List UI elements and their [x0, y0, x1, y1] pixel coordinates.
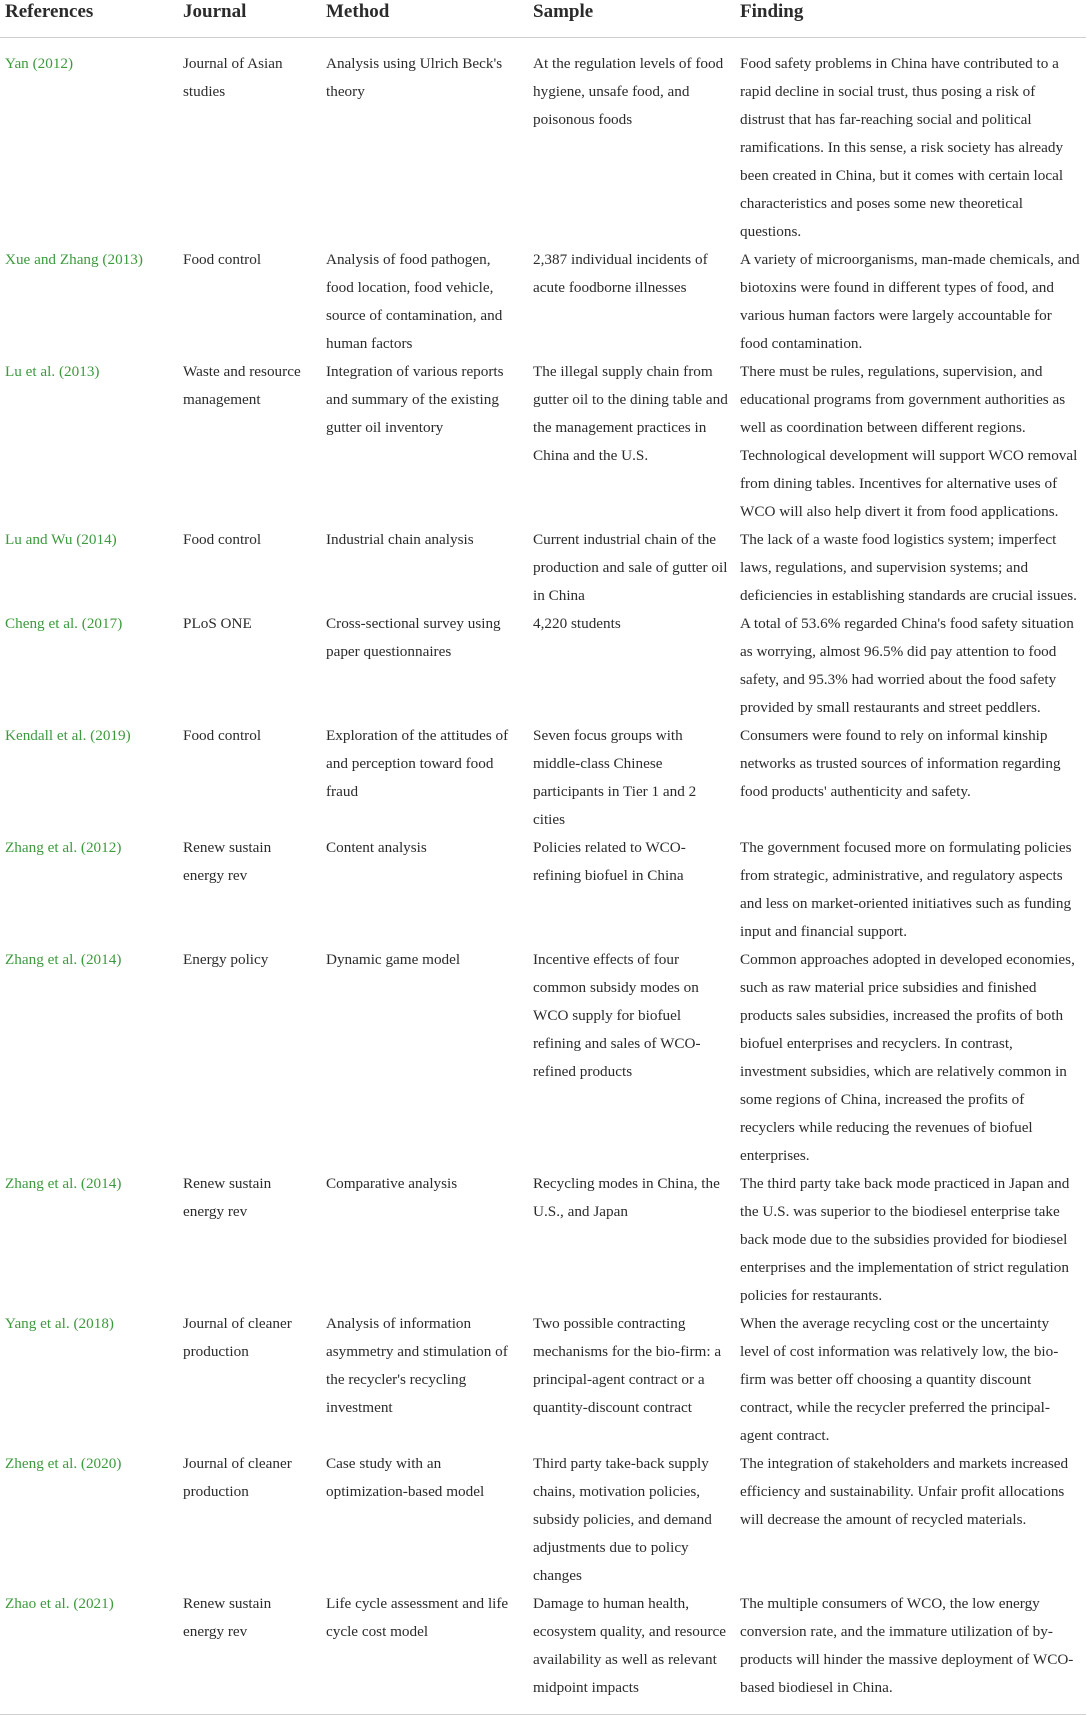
table-row	[0, 1170, 1086, 1310]
journal-cell: Renew sustain energy rev	[183, 1175, 272, 1220]
reference-link[interactable]: Yan (2012)	[5, 55, 74, 72]
journal-cell: Journal of cleaner production	[183, 1315, 292, 1360]
reference-link[interactable]: Xue and Zhang (2013)	[5, 251, 143, 268]
journal-cell: Food control	[183, 251, 262, 268]
table-row	[0, 946, 1086, 1170]
sample-cell: The illegal supply chain from gutter oil to the dining table and the management practices in China and the U.S.	[533, 363, 728, 464]
sample-cell: Recycling modes in China, the U.S., and Japan	[533, 1175, 720, 1220]
method-cell: Case study with an optimization-based model	[326, 1455, 485, 1500]
table-header-row	[0, 0, 1086, 38]
sample-cell: Damage to human health, ecosystem quality, and resource availability as well as relevant midpoint impacts	[528, 1590, 735, 1715]
journal-cell: Waste and resource management	[183, 363, 301, 408]
sample-cell: 2,387 individual incidents of acute foodborne illnesses	[533, 251, 708, 296]
table-row	[0, 526, 1086, 610]
table-row	[0, 834, 1086, 946]
journal-cell: Journal of Asian studies	[183, 55, 283, 100]
method-cell: Cross-sectional survey using paper questionnaires	[326, 615, 501, 660]
finding-cell: The multiple consumers of WCO, the low energy conversion rate, and the immature utilization of by-products will hinder the massive deployment of WCO-based biodiesel in China.	[735, 1590, 1086, 1715]
table-row	[0, 1590, 1086, 1715]
journal-cell: Renew sustain energy rev	[178, 1590, 321, 1715]
finding-cell: Consumers were found to rely on informal kinship networks as trusted sources of information regarding food products' authenticity and safety.	[740, 727, 1061, 800]
finding-cell: The lack of a waste food logistics system; imperfect laws, regulations, and supervision systems; and deficiencies in establishing standards are crucial issues.	[740, 531, 1077, 604]
journal-cell: PLoS ONE	[183, 615, 252, 632]
journal-cell: Food control	[183, 727, 262, 744]
finding-cell: A total of 53.6% regarded China's food safety situation as worrying, almost 96.5% did pay attention to food safety, and 95.3% had worried about the food safety provided by small restaurants and street peddlers.	[740, 615, 1074, 716]
method-cell: Analysis using Ulrich Beck's theory	[326, 55, 503, 100]
method-cell: Exploration of the attitudes of and perception toward food fraud	[326, 727, 509, 800]
journal-cell: Food control	[183, 531, 262, 548]
journal-cell: Renew sustain energy rev	[183, 839, 272, 884]
table-row	[0, 722, 1086, 834]
method-cell: Life cycle assessment and life cycle cost model	[321, 1590, 528, 1715]
table-row	[0, 358, 1086, 526]
table-row	[0, 246, 1086, 358]
header-sample: Sample	[528, 0, 735, 38]
reference-link[interactable]: Cheng et al. (2017)	[5, 615, 123, 632]
journal-cell: Energy policy	[183, 951, 269, 968]
table-row	[0, 1310, 1086, 1450]
finding-cell: Common approaches adopted in developed economies, such as raw material price subsidies and finished products sales subsidies, increased the profits of both biofuel enterprises and recyclers. In contrast, investment subsidies, which are relatively common in some regions of China, increased the profits of recyclers while reducing the revenues of biofuel enterprises.	[740, 951, 1075, 1164]
finding-cell: There must be rules, regulations, supervision, and educational programs from government authorities as well as coordination between different regions. Technological development will support WCO removal from dining tables. Incentives for alternative uses of WCO will also help divert it from food applications.	[740, 363, 1078, 520]
table-row	[0, 38, 1086, 247]
header-finding: Finding	[735, 0, 1086, 38]
table-row	[0, 1450, 1086, 1590]
reference-link[interactable]: Zhang et al. (2012)	[5, 839, 122, 856]
sample-cell: Two possible contracting mechanisms for the bio-firm: a principal-agent contract or a quantity-discount contract	[533, 1315, 722, 1416]
finding-cell: When the average recycling cost or the uncertainty level of cost information was relatively low, the bio-firm was better off choosing a quantity discount contract, while the recycler preferred the principal-agent contract.	[740, 1315, 1059, 1444]
method-cell: Dynamic game model	[326, 951, 461, 968]
method-cell: Analysis of information asymmetry and stimulation of the recycler's recycling investment	[326, 1315, 508, 1416]
header-journal: Journal	[178, 0, 321, 38]
reference-link[interactable]: Yang et al. (2018)	[5, 1315, 114, 1332]
method-cell: Industrial chain analysis	[326, 531, 474, 548]
finding-cell: The government focused more on formulating policies from strategic, administrative, and regulatory aspects and less on market-oriented initiatives such as funding input and financial support.	[740, 839, 1072, 940]
method-cell: Integration of various reports and summary of the existing gutter oil inventory	[326, 363, 504, 436]
reference-link[interactable]: Zhang et al. (2014)	[5, 951, 122, 968]
header-method: Method	[321, 0, 528, 38]
sample-cell: 4,220 students	[533, 615, 621, 632]
finding-cell: The third party take back mode practiced in Japan and the U.S. was superior to the biodiesel enterprise take back mode due to the subsidies provided for biodiesel enterprises and the implementation of strict regulation policies for restaurants.	[740, 1175, 1070, 1304]
header-references: References	[0, 0, 178, 38]
reference-link[interactable]: Lu et al. (2013)	[5, 363, 100, 380]
reference-link[interactable]: Zheng et al. (2020)	[5, 1455, 122, 1472]
table-row	[0, 610, 1086, 722]
sample-cell: At the regulation levels of food hygiene, unsafe food, and poisonous foods	[533, 55, 724, 128]
finding-cell: A variety of microorganisms, man-made chemicals, and biotoxins were found in different types of food, and various human factors were largely accountable for food contamination.	[740, 251, 1080, 352]
method-cell: Analysis of food pathogen, food location, food vehicle, source of contamination, and human factors	[326, 251, 503, 352]
sample-cell: Third party take-back supply chains, motivation policies, subsidy policies, and demand adjustments due to policy changes	[533, 1455, 712, 1584]
sample-cell: Current industrial chain of the production and sale of gutter oil in China	[533, 531, 728, 604]
reference-link[interactable]: Zhang et al. (2014)	[5, 1175, 122, 1192]
reference-link[interactable]: Zhao et al. (2021)	[0, 1590, 178, 1715]
method-cell: Comparative analysis	[326, 1175, 458, 1192]
reference-link[interactable]: Lu and Wu (2014)	[5, 531, 117, 548]
finding-cell: The integration of stakeholders and markets increased efficiency and sustainability. Unfair profit allocations will decrease the amount of recycled materials.	[740, 1455, 1069, 1528]
reference-link[interactable]: Kendall et al. (2019)	[5, 727, 131, 744]
sample-cell: Seven focus groups with middle-class Chinese participants in Tier 1 and 2 cities	[533, 727, 697, 828]
sample-cell: Policies related to WCO-refining biofuel in China	[533, 839, 686, 884]
sample-cell: Incentive effects of four common subsidy modes on WCO supply for biofuel refining and sales of WCO-refined products	[533, 951, 701, 1080]
journal-cell: Journal of cleaner production	[183, 1455, 292, 1500]
method-cell: Content analysis	[326, 839, 427, 856]
finding-cell: Food safety problems in China have contributed to a rapid decline in social trust, thus posing a risk of distrust that has far-reaching social and political ramifications. In this sense, a risk society has already been created in China, but it comes with certain local characteristics and poses some new theoretical questions.	[740, 55, 1064, 240]
